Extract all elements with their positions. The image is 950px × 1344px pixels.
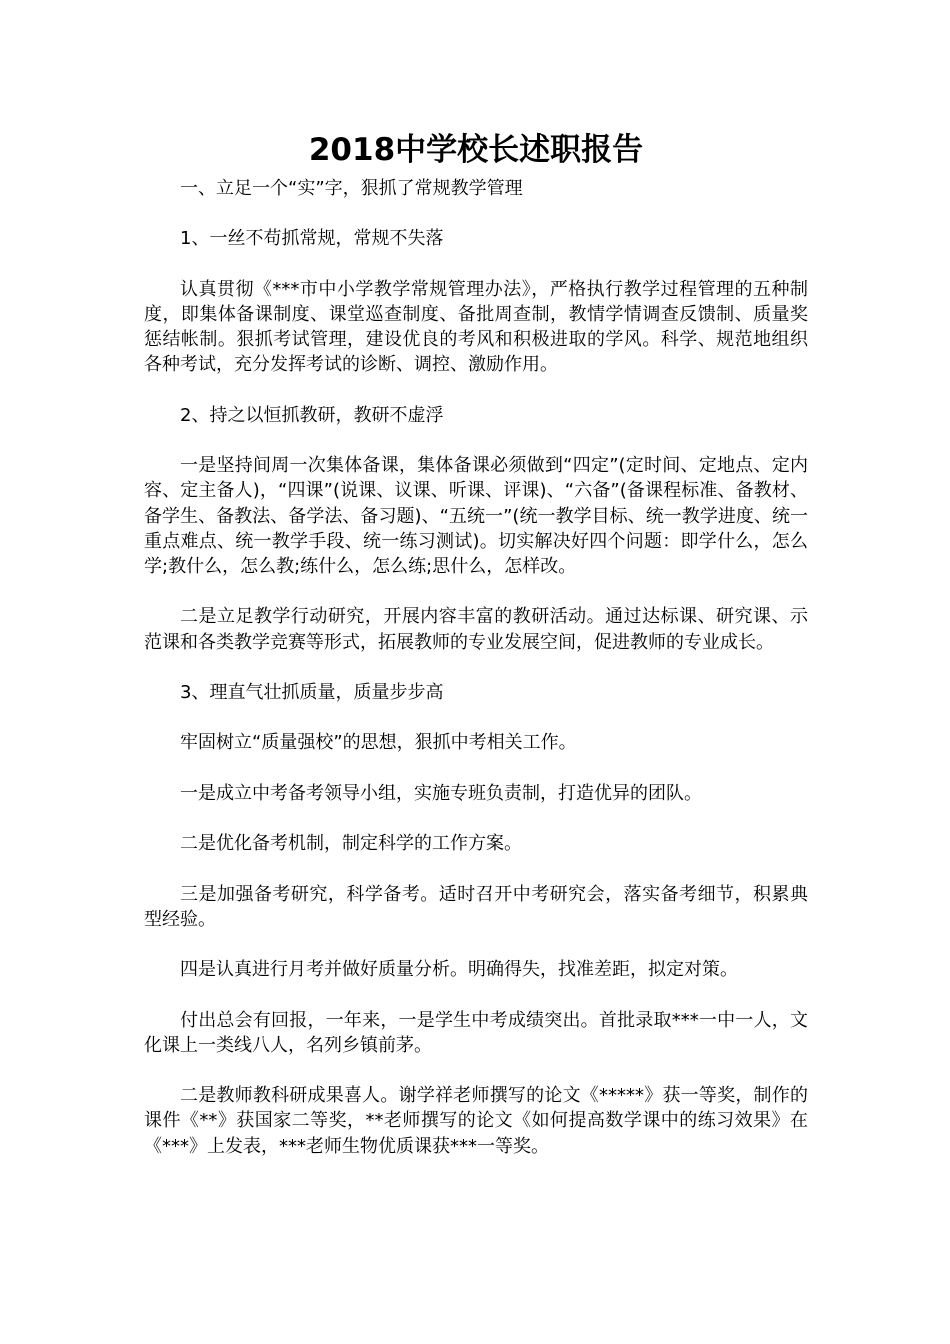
- subsection-heading-1: 1、一丝不苟抓常规，常规不失落: [180, 228, 444, 250]
- body-paragraph: 牢固树立“质量强校”的思想，狠抓中考相关工作。: [180, 732, 577, 754]
- section-heading-1: 一、立足一个“实”字，狠抓了常规教学管理: [180, 178, 523, 199]
- body-paragraph: 二是立足教学行动研究，开展内容丰富的教研活动。通过达标课、研究课、示范课和各类教学竞赛等形式，拓展教师的专业发展空间，促进教师的专业成长。: [144, 606, 808, 653]
- subsection-heading-2: 2、持之以恒抓教研，教研不虚浮: [180, 404, 444, 426]
- document-page: [144, 128, 808, 1184]
- body-paragraph: 三是加强备考研究，科学备考。适时召开中考研究会，落实备考细节，积累典型经验。: [144, 883, 808, 930]
- body-paragraph: 二是优化备考机制，制定科学的工作方案。: [180, 833, 522, 855]
- body-paragraph: 付出总会有回报，一年来，一是学生中考成绩突出。首批录取***一中一人，文化课上一类线八人，名列乡镇前茅。: [144, 1009, 808, 1056]
- body-paragraph: 认真贯彻《***市中小学教学常规管理办法》，严格执行教学过程管理的五种制度，即集体备课制度、课堂巡查制度、备批周查制，教情学情调查反馈制、质量奖惩结帐制。狠抓考试管理，建设优良的考风和积极进取的学风。科学、规范地组织各种考试，充分发挥考试的诊断、调控、激励作用。: [144, 278, 808, 376]
- subsection-heading-3: 3、理直气壮抓质量，质量步步高: [180, 681, 444, 703]
- body-paragraph: 二是教师教科研成果喜人。谢学祥老师撰写的论文《*****》获一等奖，制作的课件《**》获国家二等奖，**老师撰写的论文《如何提高数学课中的练习效果》在《***》上发表，***老师生物优质课获***一等奖。: [144, 1085, 808, 1157]
- body-paragraph: 四是认真进行月考并做好质量分析。明确得失，找准差距，拟定对策。: [180, 959, 738, 981]
- body-paragraph: 一是坚持间周一次集体备课，集体备课必须做到“四定”(定时间、定地点、定内容、定主备人)，“四课”(说课、议课、听课、评课)、“六备”(备课程标准、备教材、备学生、备教法、备学法、备习题)、“五统一”(统一教学目标、统一教学进度、统一重点难点、统一教学手段、统一练习测试)。切实解决好四个问题：即学什么，怎么学;教什么，怎么教;练什么，怎么练;思什么，怎样改。: [144, 455, 808, 577]
- document-title: 2018中学校长述职报告: [308, 132, 644, 168]
- body-paragraph: 一是成立中考备考领导小组，实施专班负责制，打造优异的团队。: [180, 782, 702, 804]
